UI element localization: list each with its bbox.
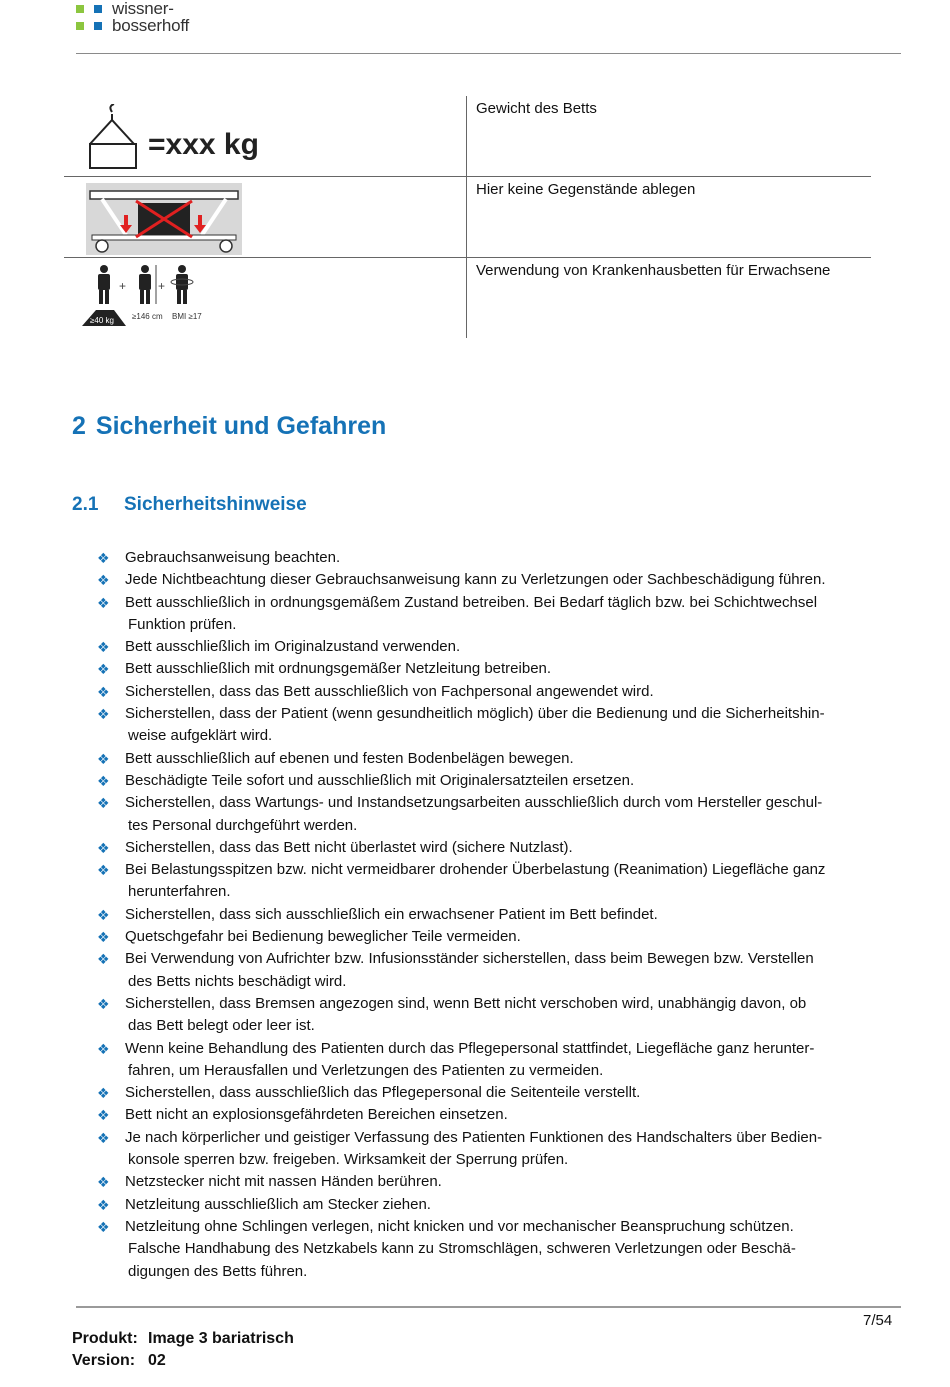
height-limit-label: ≥146 cm <box>132 312 163 321</box>
list-item <box>97 547 887 569</box>
diamond-bullet-icon: ❖ <box>97 1218 110 1235</box>
diamond-bullet-icon: ❖ <box>97 706 110 723</box>
diamond-bullet-icon: ❖ <box>97 995 110 1012</box>
list-item-text: Sicherstellen, dass Bremsen angezogen sind, wenn Bett nicht verschoben wird, unabhängig davon, ob <box>125 994 807 1012</box>
list-item-text: Gebrauchsanweisung beachten. <box>125 549 341 566</box>
product-line <box>72 1330 294 1348</box>
list-item-text: Netzstecker nicht mit nassen Händen berühren. <box>125 1173 442 1191</box>
logo-square-blue <box>94 22 102 30</box>
list-item-text: des Betts nichts beschädigt wird. <box>128 972 347 990</box>
no-objects-icon <box>86 183 242 255</box>
list-item <box>97 681 887 703</box>
list-item-text: Bett ausschließlich mit ordnungsgemäßer Netzleitung betreiben. <box>125 660 552 678</box>
logo-square-green <box>76 5 84 13</box>
version-label: Version: <box>72 1352 136 1369</box>
diamond-bullet-icon: ❖ <box>97 1196 110 1213</box>
diamond-bullet-icon: ❖ <box>97 929 110 946</box>
weight-icon <box>86 104 261 172</box>
list-item-text: Sicherstellen, dass ausschließlich das Pflegepersonal die Seitenteile verstellt. <box>125 1084 641 1102</box>
symbol-row <box>64 96 871 177</box>
footer-divider <box>76 1306 901 1308</box>
list-item-text: Bei Verwendung von Aufrichter bzw. Infusionsständer sicherstellen, dass beim Bewegen bzw. Verstellen <box>125 950 814 968</box>
list-item-text: Jede Nichtbeachtung dieser Gebrauchsanweisung kann zu Verletzungen oder Sachbeschädigung führen. <box>125 571 826 589</box>
list-item-text: Sicherstellen, dass der Patient (wenn gesundheitlich möglich) über die Bedienung und die Sicherheitshin- <box>125 705 825 723</box>
weight-icon-label: =xxx kg <box>148 128 259 161</box>
diamond-bullet-icon: ❖ <box>97 772 110 789</box>
diamond-bullet-icon: ❖ <box>97 639 110 656</box>
list-item <box>97 1171 887 1193</box>
list-item <box>97 658 887 680</box>
symbol-row <box>64 177 871 258</box>
list-item-text: Bett ausschließlich in ordnungsgemäßem Zustand betreiben. Bei Bedarf täglich bzw. bei Schichtwechsel <box>125 593 818 611</box>
list-item <box>97 859 887 904</box>
safety-instructions-list <box>97 547 887 1283</box>
list-item <box>97 792 887 837</box>
list-item-text: Quetschgefahr bei Bedienung beweglicher Teile vermeiden. <box>125 928 521 946</box>
diamond-bullet-icon: ❖ <box>97 1129 110 1146</box>
list-item <box>97 1082 887 1104</box>
list-item-text: Beschädigte Teile sofort und ausschließlich mit Originalersatzteilen ersetzen. <box>125 771 635 789</box>
list-item-text: konsole sperren bzw. freigeben. Wirksamkeit der Sperrung prüfen. <box>128 1151 569 1169</box>
logo-text-line2: bosserhoff <box>112 16 190 35</box>
list-item-text: Funktion prüfen. <box>128 615 237 633</box>
list-item-text: Wenn keine Behandlung des Patienten durch das Pflegepersonal stattfindet, Liegefläche ganz herunter- <box>125 1039 815 1057</box>
diamond-bullet-icon: ❖ <box>97 683 110 700</box>
symbol-description: Gewicht des Betts <box>476 100 597 117</box>
diamond-bullet-icon: ❖ <box>97 795 110 812</box>
list-item <box>97 904 887 926</box>
diamond-bullet-icon: ❖ <box>97 1107 110 1124</box>
list-item <box>97 993 887 1038</box>
list-item <box>97 1104 887 1126</box>
header-divider <box>76 53 901 54</box>
diamond-bullet-icon: ❖ <box>97 862 110 879</box>
list-item <box>97 748 887 770</box>
diamond-bullet-icon: ❖ <box>97 750 110 767</box>
diamond-bullet-icon: ❖ <box>97 594 110 611</box>
list-item-text: Netzleitung ohne Schlingen verlegen, nicht knicken und vor mechanischer Beanspruchung schützen. <box>125 1217 794 1235</box>
list-item <box>97 703 887 748</box>
subsection-number: 2.1 <box>72 494 99 515</box>
list-item <box>97 1038 887 1083</box>
logo-square-green <box>76 22 84 30</box>
list-item-text: tes Personal durchgeführt werden. <box>128 816 358 834</box>
bmi-limit-label: BMI ≥17 <box>172 312 202 321</box>
diamond-bullet-icon: ❖ <box>97 550 110 566</box>
list-item <box>97 770 887 792</box>
diamond-bullet-icon: ❖ <box>97 1085 110 1102</box>
list-item-text: digungen des Betts führen. <box>128 1262 308 1280</box>
list-item <box>97 1216 887 1283</box>
svg-text:+: + <box>158 279 166 293</box>
list-item <box>97 1127 887 1172</box>
symbol-table <box>64 96 871 338</box>
list-item-text: Sicherstellen, dass das Bett nicht überlastet wird (sichere Nutzlast). <box>125 838 573 856</box>
list-item-text: Falsche Handhabung des Netzkabels kann zu Stromschlägen, schweren Verletzungen oder Beschä- <box>128 1240 796 1258</box>
weight-limit-label: ≥40 kg <box>90 316 114 325</box>
symbol-row <box>64 258 871 338</box>
logo-square-blue <box>94 5 102 13</box>
version-value: 02 <box>148 1352 166 1369</box>
list-item-text: fahren, um Herausfallen und Verletzungen des Patienten zu vermeiden. <box>128 1061 604 1079</box>
product-label: Produkt: <box>72 1330 138 1347</box>
list-item <box>97 636 887 658</box>
svg-text:+: + <box>119 279 127 293</box>
adult-patient-icon <box>82 264 208 326</box>
subsection-title: Sicherheitshinweise <box>124 494 307 515</box>
list-item-text: weise aufgeklärt wird. <box>128 727 273 745</box>
symbol-description: Verwendung von Krankenhausbetten für Erwachsene <box>476 262 831 279</box>
list-item <box>97 1194 887 1216</box>
diamond-bullet-icon: ❖ <box>97 572 110 589</box>
list-item-text: Bett ausschließlich auf ebenen und festen Bodenbelägen bewegen. <box>125 749 574 767</box>
list-item <box>97 569 887 591</box>
diamond-bullet-icon: ❖ <box>97 1174 110 1191</box>
list-item-text: Bei Belastungsspitzen bzw. nicht vermeidbarer drohender Überbelastung (Reanimation) Liegefläche ganz <box>125 861 826 879</box>
subsection-heading <box>72 494 307 516</box>
product-value: Image 3 bariatrisch <box>148 1330 294 1347</box>
list-item-text: Netzleitung ausschließlich am Stecker ziehen. <box>125 1195 431 1213</box>
diamond-bullet-icon: ❖ <box>97 661 110 678</box>
list-item <box>97 926 887 948</box>
page-number: 7/54 <box>863 1312 893 1329</box>
diamond-bullet-icon: ❖ <box>97 839 110 856</box>
section-heading <box>72 412 386 441</box>
list-item-text: Sicherstellen, dass sich ausschließlich ein erwachsener Patient im Bett befindet. <box>125 905 658 923</box>
diamond-bullet-icon: ❖ <box>97 1040 110 1057</box>
list-item-text: herunterfahren. <box>128 883 231 901</box>
list-item-text: Je nach körperlicher und geistiger Verfassung des Patienten Funktionen des Handschalters über Bedien- <box>125 1128 823 1146</box>
diamond-bullet-icon: ❖ <box>97 951 110 968</box>
list-item-text: Sicherstellen, dass Wartungs- und Instandsetzungsarbeiten ausschließlich durch vom Hersteller geschul- <box>125 794 823 812</box>
section-number: 2 <box>72 412 86 440</box>
list-item-text: das Bett belegt oder leer ist. <box>128 1017 315 1035</box>
diamond-bullet-icon: ❖ <box>97 906 110 923</box>
symbol-description: Hier keine Gegenstände ablegen <box>476 181 696 198</box>
list-item <box>97 592 887 637</box>
list-item-text: Sicherstellen, dass das Bett ausschließlich von Fachpersonal angewendet wird. <box>125 682 654 700</box>
list-item <box>97 948 887 993</box>
section-title: Sicherheit und Gefahren <box>95 412 387 440</box>
logo-text-line1: wissner- <box>112 0 174 18</box>
list-item-text: Bett ausschließlich im Originalzustand verwenden. <box>125 638 461 656</box>
version-line <box>72 1352 166 1370</box>
list-item-text: Bett nicht an explosionsgefährdeten Bereichen einsetzen. <box>125 1106 508 1124</box>
list-item <box>97 837 887 859</box>
